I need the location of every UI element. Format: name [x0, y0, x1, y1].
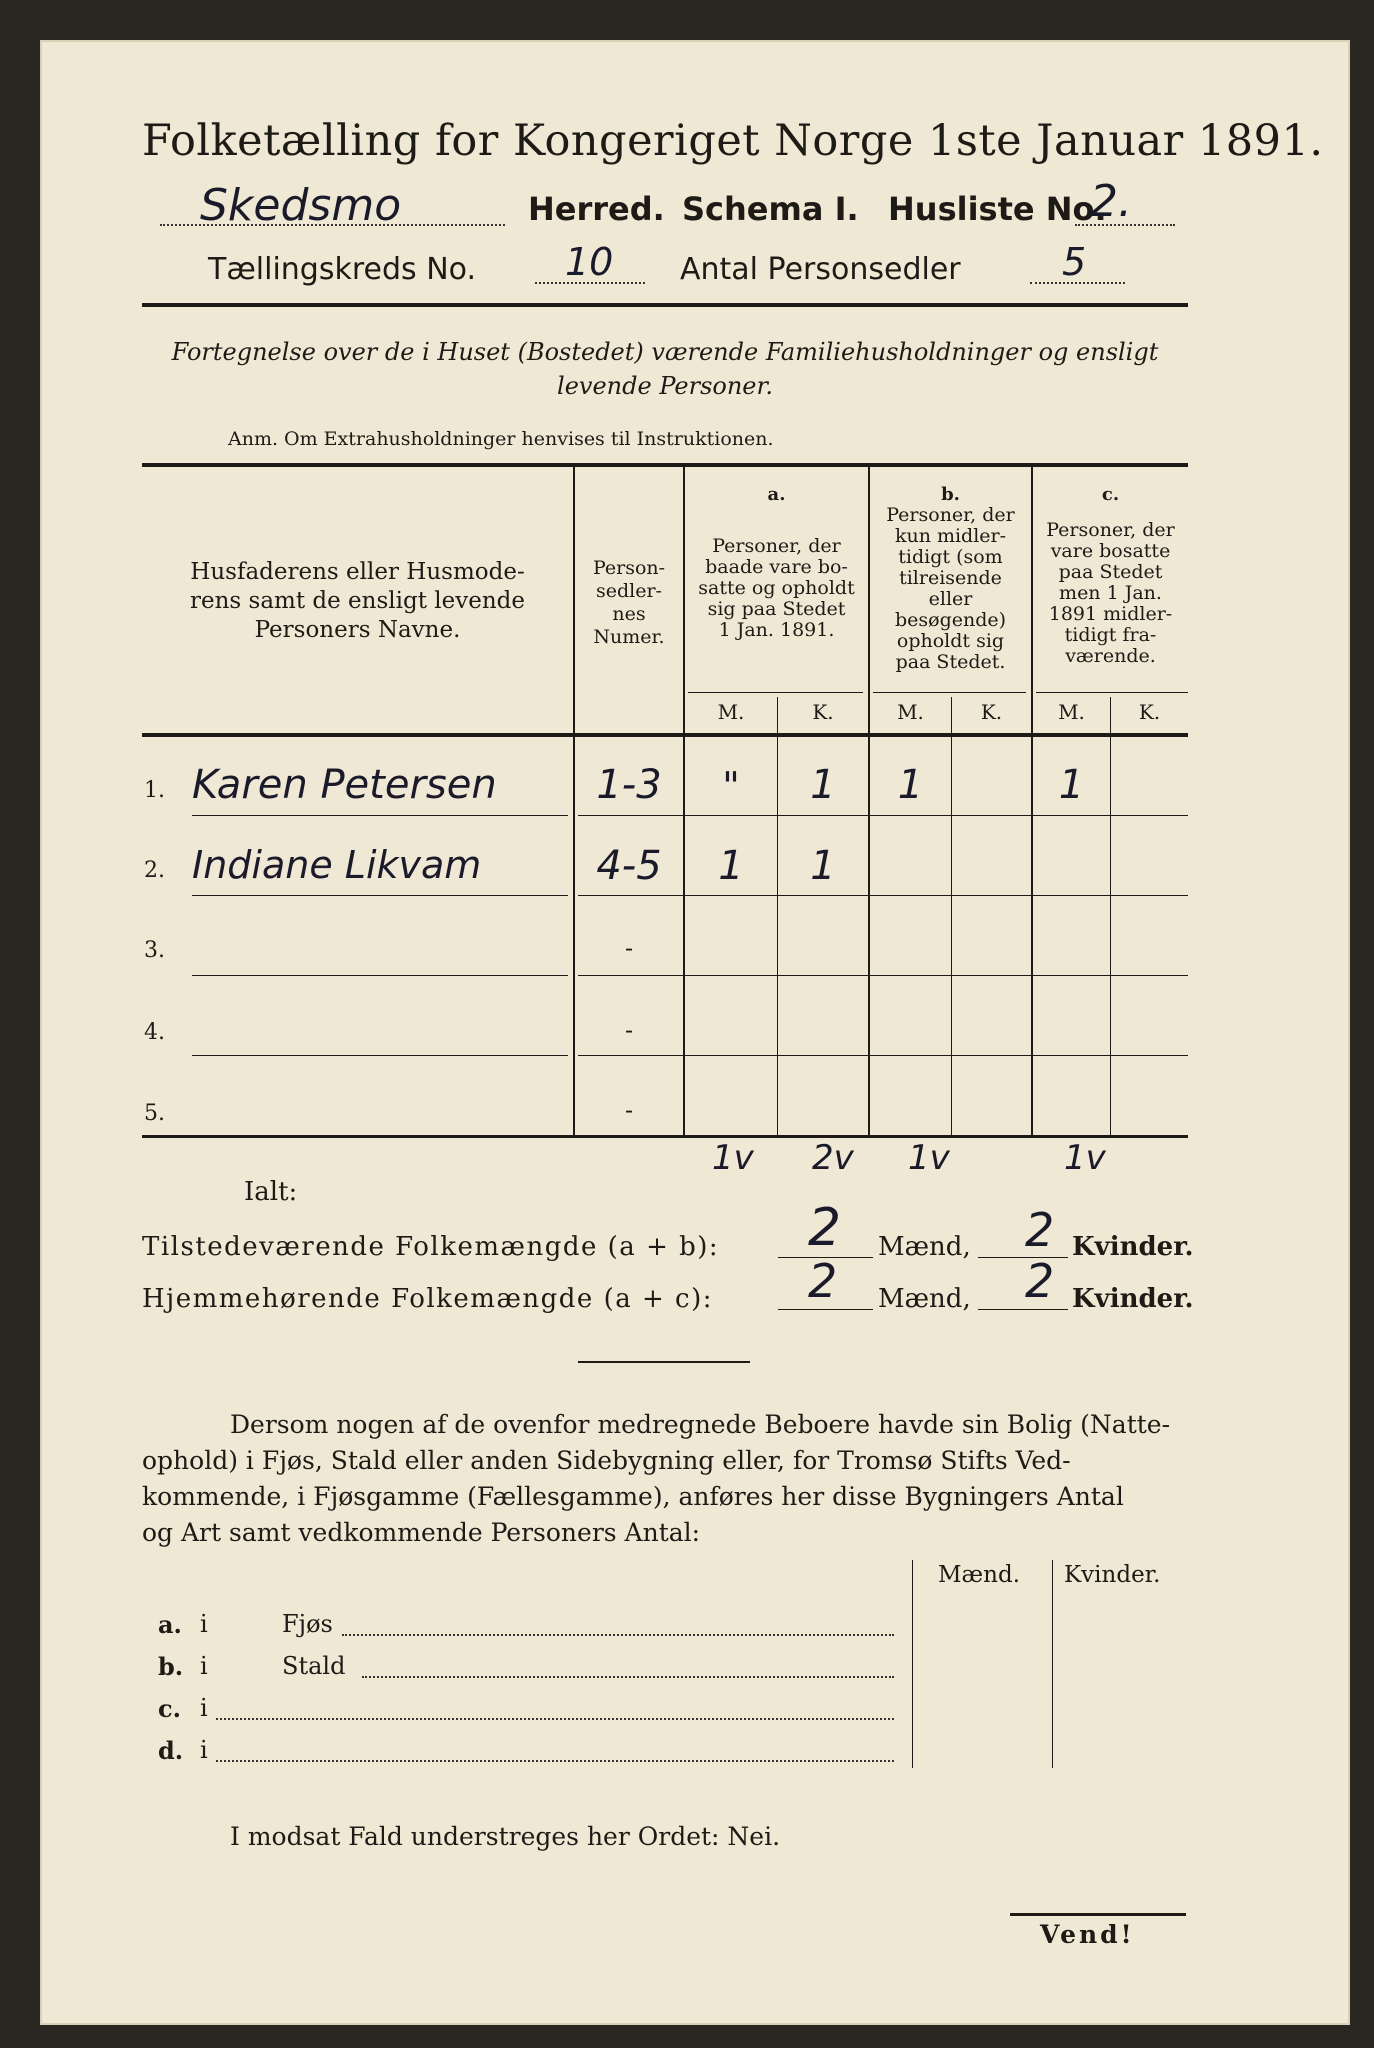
- header-b-letter: b.: [941, 484, 960, 505]
- section-divider: [578, 1361, 750, 1363]
- bolig-line-4: og Art samt vedkommende Personers Antal:: [142, 1518, 701, 1547]
- ialt-a-k: 2v: [812, 1138, 854, 1178]
- kreds-value: 10: [565, 240, 614, 284]
- ialt-b-m: 1v: [908, 1138, 950, 1178]
- row-4-num: -: [624, 1016, 634, 1044]
- row-5-num: -: [624, 1096, 634, 1124]
- item-d-i: i: [200, 1736, 208, 1764]
- row-3-rule-right: [578, 975, 1188, 976]
- nei-note: I modsat Fald understreges her Ordet: Nei.: [230, 1822, 781, 1851]
- row-1-a-k: 1: [810, 762, 836, 808]
- bolig-divider-2: [1052, 1560, 1053, 1768]
- hjem-m-underline: [778, 1309, 873, 1310]
- bolig-divider-1: [912, 1560, 913, 1768]
- item-d-letter: d.: [158, 1736, 184, 1765]
- form-title: Folketælling for Kongeriget Norge 1ste Januar 1891.: [142, 116, 1324, 166]
- row-1-rule-right: [578, 815, 1188, 816]
- kreds-label: Tællingskreds No.: [208, 252, 476, 287]
- row-1-rule: [192, 815, 568, 816]
- row-1-num: 1-3: [596, 762, 662, 808]
- header-num-col: Person- sedler- nes Numer.: [592, 557, 666, 648]
- item-b-letter: b.: [158, 1652, 184, 1681]
- header-rule: [142, 303, 1188, 307]
- hjem-m-value: 2: [808, 1254, 838, 1308]
- ialt-c-m: 1v: [1064, 1138, 1106, 1178]
- hjem-label: Hjemmehørende Folkemængde (a + c):: [142, 1284, 713, 1314]
- row-2-number: 2.: [144, 858, 165, 883]
- bolig-line-1: Dersom nogen af de ovenfor medregnede Beboere havde sin Bolig (Natte-: [230, 1410, 1171, 1439]
- item-c-i: i: [200, 1694, 208, 1722]
- item-a-i: i: [200, 1610, 208, 1638]
- hjem-k-value: 2: [1025, 1254, 1055, 1308]
- item-b-i: i: [200, 1652, 208, 1680]
- schema-label: Schema I.: [682, 190, 859, 228]
- row-4-number: 4.: [144, 1020, 165, 1045]
- label-c-m: M.: [1058, 700, 1085, 724]
- item-c-letter: c.: [158, 1694, 181, 1723]
- item-a-label: Fjøs: [282, 1610, 333, 1638]
- row-1-a-m: ": [722, 764, 740, 808]
- row-5-number: 5.: [144, 1101, 165, 1126]
- label-a-k: K.: [812, 700, 834, 724]
- hjem-maend: Mænd,: [878, 1284, 971, 1314]
- bolig-line-2: ophold) i Fjøs, Stald eller anden Sidebygning eller, for Tromsø Stifts Ved-: [142, 1446, 1071, 1475]
- row-4-rule-right: [578, 1055, 1188, 1056]
- row-2-name: Indiane Likvam: [192, 843, 482, 887]
- intro-line-2: levende Personer.: [557, 372, 773, 400]
- row-1-c-m: 1: [1058, 762, 1085, 808]
- row-2-rule: [192, 895, 568, 896]
- tilst-k-underline: [978, 1257, 1068, 1258]
- mk-rule-a: [688, 692, 863, 693]
- tilst-kvinder: Kvinder.: [1072, 1232, 1194, 1262]
- hjem-kvinder: Kvinder.: [1072, 1284, 1194, 1314]
- mk-rule-c: [1036, 692, 1188, 693]
- header-name-col: Husfaderens eller Husmode- rens samt de ensligt levende Personers Navne.: [190, 559, 525, 643]
- item-a-letter: a.: [158, 1610, 182, 1639]
- item-c-dots: [216, 1718, 894, 1720]
- husliste-label: Husliste No.: [888, 190, 1107, 228]
- header-c-col: Personer, der vare bosatte paa Stedet men 1 Jan. 1891 midler- tidigt fra- værende.: [1046, 519, 1175, 667]
- tilst-k-value: 2: [1025, 1203, 1055, 1257]
- row-2-a-k: 1: [810, 843, 836, 889]
- item-b-dots: [362, 1676, 894, 1678]
- row-1-name: Karen Petersen: [192, 762, 497, 808]
- bolig-col-maend: Mænd.: [938, 1562, 1021, 1588]
- row-1-number: 1.: [144, 778, 165, 803]
- col-divider-bk: [951, 697, 952, 1135]
- item-d-dots: [216, 1760, 894, 1762]
- header-c-letter: c.: [1101, 484, 1120, 505]
- antal-value: 5: [1062, 240, 1087, 284]
- bolig-col-kvinder: Kvinder.: [1064, 1562, 1161, 1588]
- bolig-line-3: kommende, i Fjøsgamme (Fællesgamme), anføres her disse Bygningers Antal: [142, 1482, 1124, 1511]
- header-a-letter: a.: [767, 484, 786, 505]
- header-a-col: Personer, der baade vare bo- satte og opholdt sig paa Stedet 1 Jan. 1891.: [698, 535, 855, 641]
- vend-rule: [1010, 1913, 1186, 1916]
- row-3-num: -: [624, 934, 634, 962]
- ialt-a-m: 1v: [712, 1138, 754, 1178]
- row-2-rule-right: [578, 895, 1188, 896]
- label-b-k: K.: [980, 700, 1003, 724]
- tilst-m-value: 2: [808, 1198, 842, 1258]
- tilst-label: Tilstedeværende Folkemængde (a + b):: [142, 1232, 720, 1262]
- label-c-k: K.: [1138, 700, 1161, 724]
- intro-line-1: Fortegnelse over de i Huset (Bostedet) værende Familiehusholdninger og ensligt: [171, 338, 1159, 366]
- herred-value: Skedsmo: [200, 180, 402, 231]
- col-divider-ck: [1110, 697, 1111, 1135]
- table-bottom-rule: [142, 1135, 1188, 1138]
- anm-note: Anm. Om Extrahusholdninger henvises til Instruktionen.: [228, 428, 774, 450]
- label-b-m: M.: [897, 700, 924, 724]
- row-3-number: 3.: [144, 938, 165, 963]
- row-1-b-m: 1: [897, 762, 924, 808]
- item-b-label: Stald: [282, 1652, 346, 1680]
- hjem-k-underline: [978, 1309, 1068, 1310]
- label-a-m: M.: [717, 700, 745, 724]
- antal-label: Antal Personsedler: [680, 252, 961, 287]
- item-a-dots: [342, 1634, 894, 1636]
- mk-rule-b: [873, 692, 1026, 693]
- row-2-a-m: 1: [718, 843, 744, 889]
- row-3-rule: [192, 975, 568, 976]
- husliste-value: 2.: [1090, 176, 1132, 227]
- row-2-num: 4-5: [596, 843, 662, 889]
- vend-label: Vend!: [1040, 1920, 1135, 1949]
- row-4-rule: [192, 1055, 568, 1056]
- tilst-maend: Mænd,: [878, 1232, 971, 1262]
- ialt-label: Ialt:: [244, 1177, 298, 1207]
- header-b-col: Personer, der kun midler- tidigt (som tilreisende eller besøgende) opholdt sig paa Stedet.: [886, 504, 1015, 673]
- herred-label: Herred.: [528, 190, 665, 228]
